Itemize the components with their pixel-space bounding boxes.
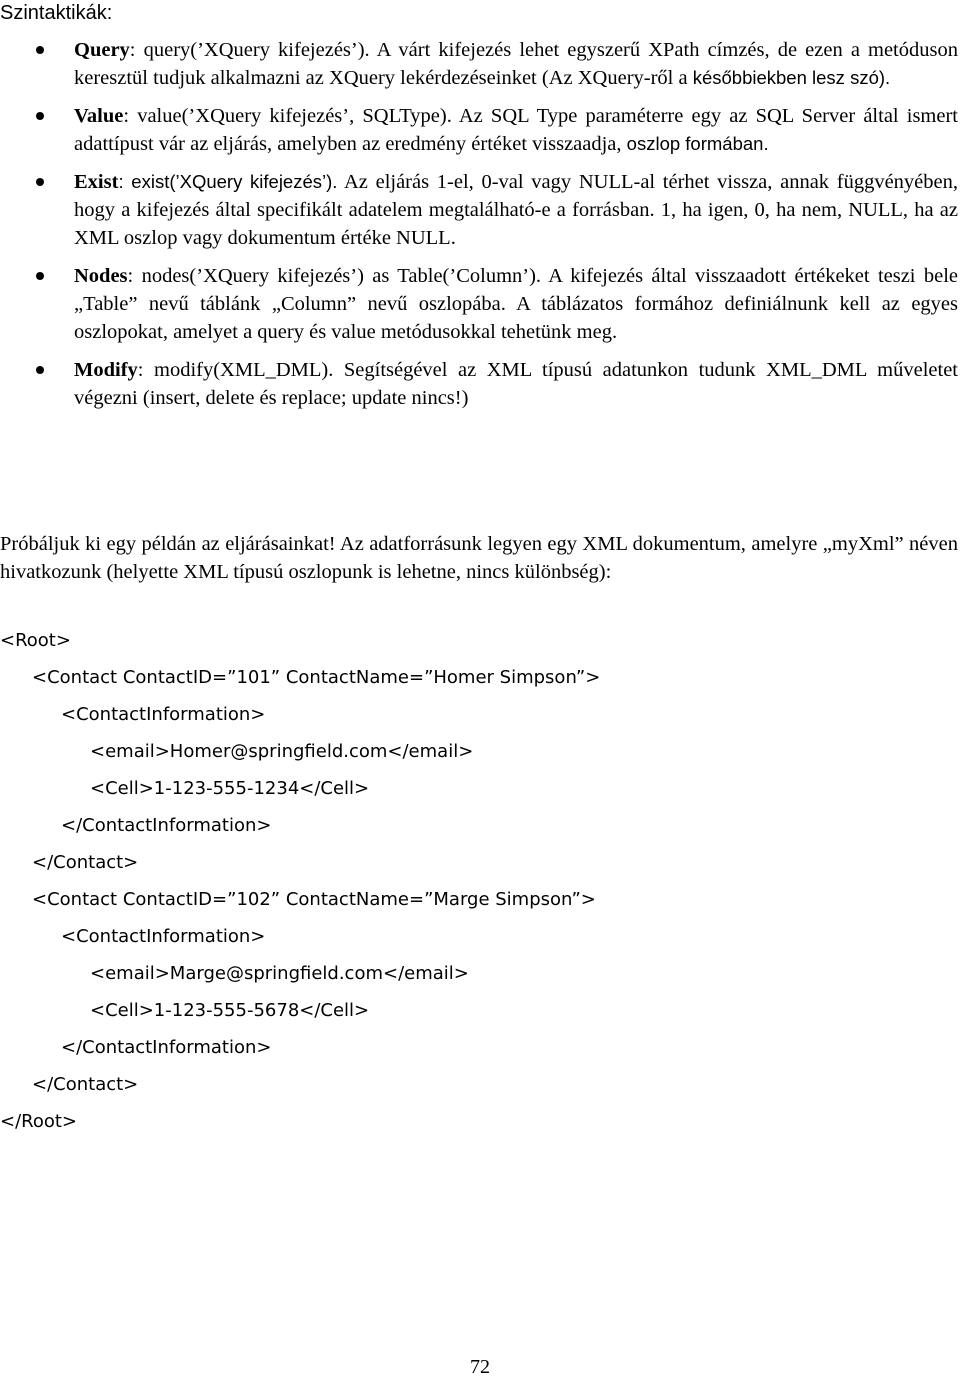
method-list <box>0 36 960 412</box>
list-item-modify <box>0 356 960 412</box>
method-term: Nodes <box>74 265 128 287</box>
list-item-query <box>0 36 960 92</box>
page-number: 72 <box>470 1356 490 1378</box>
xml-line: <Cell>1-123-555-5678</Cell> <box>90 1000 370 1021</box>
method-term: Exist <box>74 171 119 193</box>
xml-line: <Contact ContactID=”101” ContactName=”Homer Simpson”> <box>32 667 601 688</box>
method-description: : modify(XML_DML). Segítségével az XML típusú adatunkon tudunk XML_DML műveletet végezni (insert, delete és replace; update nincs!) <box>74 359 958 409</box>
xml-line: <ContactInformation> <box>61 704 266 725</box>
xml-line: <Cell>1-123-555-1234</Cell> <box>90 778 370 799</box>
xml-line: </Contact> <box>32 1074 139 1095</box>
xml-line: <email>Marge@springfield.com</email> <box>90 963 469 984</box>
xml-line: </ContactInformation> <box>61 1037 272 1058</box>
list-item-value <box>0 102 960 158</box>
xml-line: <Root> <box>0 630 71 651</box>
list-item-exist <box>0 168 960 252</box>
method-description-continued: Az eljárás 1-el, 0-val vagy NULL-al térhet vissza, annak függvényében, hogy a kifejezés által specifikált adatelem megtalálható-e a forrásban. 1, ha igen, 0, ha nem, NULL, ha az XML oszlop vagy dokumentum értéke NULL. <box>74 171 958 249</box>
bullet-icon <box>36 272 44 280</box>
bullet-icon <box>36 366 44 374</box>
method-description: : nodes(’XQuery kifejezés’) as Table(’Column’). A kifejezés által visszaadott értékeket teszi bele „Table” nevű táblánk „Column” nevű oszlopába. A táblázatos formához definiálnunk kell az egyes oszlopokat, amelyet a query és value metódusokkal tehetünk meg. <box>74 265 958 343</box>
xml-line: <email>Homer@springfield.com</email> <box>90 741 474 762</box>
method-description-continued: későbbiekben lesz szó). <box>692 67 891 88</box>
method-description-continued: oszlop formában. <box>626 133 769 154</box>
list-item-nodes <box>0 262 960 346</box>
method-term: Modify <box>74 359 138 381</box>
bullet-icon <box>36 112 44 120</box>
xml-line: </Root> <box>0 1111 78 1132</box>
xml-line: <ContactInformation> <box>61 926 266 947</box>
bullet-icon <box>36 178 44 186</box>
xml-line: <Contact ContactID=”102” ContactName=”Marge Simpson”> <box>32 889 596 910</box>
method-term: Query <box>74 39 130 61</box>
xml-code-listing <box>0 622 600 1140</box>
xml-line: </Contact> <box>32 852 139 873</box>
bullet-icon <box>36 46 44 54</box>
section-heading: Szintaktikák: <box>0 2 113 24</box>
method-description: : exist(’XQuery kifejezés’). <box>118 171 338 192</box>
method-term: Value <box>74 105 124 127</box>
xml-line: </ContactInformation> <box>61 815 272 836</box>
intro-paragraph: Próbáljuk ki egy példán az eljárásainkat! Az adatforrásunk legyen egy XML dokumentum, amelyre „myXml” néven hivatkozunk (helyette XML típusú oszlopunk is lehetne, nincs különbség): <box>0 533 958 583</box>
method-description: : value(’XQuery kifejezés’, SQLType). Az SQL Type paraméterre egy az SQL Server által ismert adattípust vár az eljárás, amelyben az eredmény értéket visszaadja, <box>74 105 958 155</box>
method-description: : query(’XQuery kifejezés’). A várt kifejezés lehet egyszerű XPath címzés, de ezen a metóduson keresztül tudjuk alkalmazni az XQuery lekérdezéseinket (Az XQuery-ről a <box>74 39 958 89</box>
